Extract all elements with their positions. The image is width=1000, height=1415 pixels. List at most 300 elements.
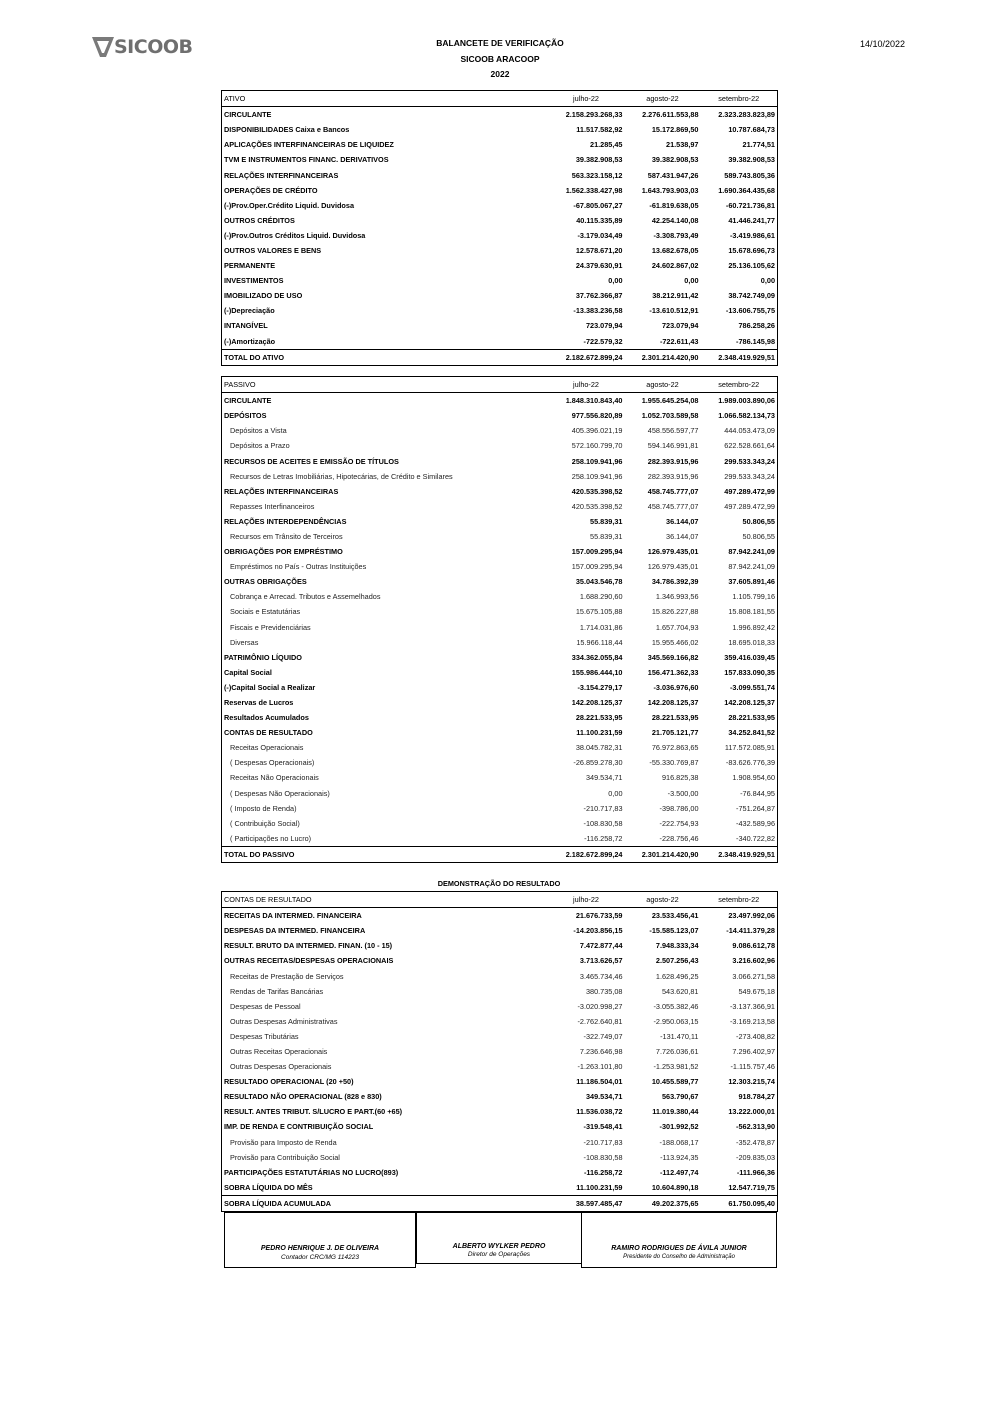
row-value: -131.470,11 <box>660 1031 699 1041</box>
table-row <box>222 243 778 258</box>
row-value: 11.186.504,01 <box>576 1077 623 1087</box>
row-value: 2.182.672.899,24 <box>548 846 625 862</box>
row-value: 87.942.241,09 <box>728 562 775 572</box>
row-value: 38.597.485,47 <box>548 1195 625 1211</box>
row-value: 37.762.366,87 <box>575 291 623 301</box>
table-row <box>222 635 778 650</box>
row-value: 38.742.749,09 <box>728 291 775 301</box>
row-value: 0,00 <box>760 276 775 286</box>
row-value: 258.109.941,96 <box>571 471 623 481</box>
table-row <box>222 665 778 680</box>
row-value: 126.979.435,01 <box>647 562 699 572</box>
row-value: 157.009.295,94 <box>571 562 623 572</box>
row-value: -3.137.366,91 <box>729 1001 775 1011</box>
table-row <box>222 1150 778 1165</box>
row-value: 2.323.283.823,89 <box>718 110 775 120</box>
row-value: 563.790,67 <box>661 1092 699 1102</box>
row-label: PERMANENTE <box>224 261 276 271</box>
row-value: 405.396.021,19 <box>571 426 623 436</box>
row-label: INTANGÍVEL <box>224 321 268 331</box>
table-row <box>222 484 778 499</box>
row-value: 25.136.105,62 <box>728 261 775 271</box>
row-value: 1.066.582.134,73 <box>718 411 775 421</box>
row-value: -210.717,83 <box>583 803 623 813</box>
row-value: 34.252.841,52 <box>728 728 775 738</box>
row-label: Reservas de Lucros <box>224 698 294 708</box>
total-row <box>222 846 778 862</box>
row-value: 21.538,97 <box>666 140 699 150</box>
row-value: 622.528.661,64 <box>724 441 775 451</box>
row-label: Receitas de Prestação de Serviços <box>230 971 344 981</box>
signature-name: RAMIRO RODRIGUES DE ÁVILA JUNIOR <box>611 1245 747 1252</box>
row-value: 723.079,94 <box>661 321 699 331</box>
table-row <box>222 1104 778 1119</box>
row-value: 13.222.000,01 <box>728 1107 775 1117</box>
row-label: Depósitos a Prazo <box>230 441 290 451</box>
row-value: 15.678.696,73 <box>728 245 775 255</box>
table-row <box>222 1059 778 1074</box>
table-row <box>222 604 778 619</box>
row-value: 21.705.121,77 <box>651 728 699 738</box>
row-value: -210.717,83 <box>583 1137 623 1147</box>
row-value: 723.079,94 <box>585 321 623 331</box>
row-value: 41.446.241,77 <box>728 215 775 225</box>
row-label: Empréstimos no País - Outras Instituições <box>230 562 367 572</box>
row-value: 299.533.343,24 <box>724 456 775 466</box>
row-value: 50.806,55 <box>742 531 775 541</box>
row-label: (-)Amortização <box>224 336 276 346</box>
row-value: 11.536.038,72 <box>576 1107 623 1117</box>
table-row <box>222 1014 778 1029</box>
row-value: 11.100.231,59 <box>576 728 623 738</box>
row-value: 142.208.125,37 <box>724 698 775 708</box>
header-month: julho-22 <box>548 91 625 107</box>
row-value: 458.745.777,07 <box>647 486 699 496</box>
row-value: 7.236.646,98 <box>579 1046 623 1056</box>
row-value: 18.695.018,33 <box>728 637 775 647</box>
table-row <box>222 574 778 589</box>
row-value: 345.569.166,82 <box>647 652 699 662</box>
row-value: -13.383.236,58 <box>573 306 623 316</box>
row-value: 572.160.799,70 <box>571 441 623 451</box>
row-value: 38.045.782,31 <box>575 743 623 753</box>
row-value: -55.330.769,87 <box>649 758 699 768</box>
table-row <box>222 1165 778 1180</box>
signature-role: Presidente do Conselho de Administração <box>623 1254 735 1260</box>
row-label: INVESTIMENTOS <box>224 276 284 286</box>
row-value: -3.179.034,49 <box>577 230 623 240</box>
table-row <box>222 453 778 468</box>
dre-table <box>221 891 778 1212</box>
row-value: 15.675.105,88 <box>575 607 623 617</box>
row-label: (-)Capital Social a Realizar <box>224 682 316 692</box>
ativo-table <box>221 90 778 366</box>
row-label: Sociais e Estatutárias <box>230 607 301 617</box>
row-value: -352.478,87 <box>736 1137 775 1147</box>
row-value: -13.610.512,91 <box>649 306 699 316</box>
report-title: BALANCETE DE VERIFICAÇÃO <box>436 38 564 48</box>
table-row <box>222 408 778 423</box>
report-date: 14/10/2022 <box>860 39 906 49</box>
table-header-row <box>222 91 778 107</box>
row-value: 594.146.991,81 <box>647 441 699 451</box>
row-value: 563.323.158,12 <box>571 170 623 180</box>
row-value: 497.289.472,99 <box>724 486 775 496</box>
row-label: ( Despesas Operacionais) <box>230 758 315 768</box>
row-value: -3.055.382,46 <box>653 1001 699 1011</box>
report-year: 2022 <box>490 69 510 79</box>
table-row <box>222 137 778 152</box>
row-label: ( Imposto de Renda) <box>230 803 297 813</box>
row-value: 3.713.626,57 <box>579 956 623 966</box>
row-label: RESULT. BRUTO DA INTERMED. FINAN. (10 - 15) <box>224 941 393 951</box>
row-value: 458.556.597,77 <box>647 426 699 436</box>
row-value: -3.308.793,49 <box>653 230 699 240</box>
table-row <box>222 559 778 574</box>
table-row <box>222 680 778 695</box>
row-value: 39.382.908,53 <box>575 155 623 165</box>
row-value: -76.844,95 <box>740 788 775 798</box>
table-row <box>222 273 778 288</box>
row-value: -188.068,17 <box>659 1137 699 1147</box>
row-value: -562.313,90 <box>736 1122 775 1132</box>
row-value: 420.535.398,52 <box>571 486 623 496</box>
row-value: 50.806,55 <box>742 516 775 526</box>
row-value: 28.221.533,95 <box>651 713 699 723</box>
row-label: IMOBILIZADO DE USO <box>224 291 303 301</box>
table-row <box>222 695 778 710</box>
row-value: 2.348.419.929,51 <box>701 846 778 862</box>
row-value: 258.109.941,96 <box>571 456 623 466</box>
table-header-row <box>222 892 778 908</box>
row-value: -3.500,00 <box>667 788 699 798</box>
row-value: -322.749,07 <box>583 1031 623 1041</box>
table-row <box>222 816 778 831</box>
row-label: RESULT. ANTES TRIBUT. S/LUCRO E PART.(60 +65) <box>224 1107 403 1117</box>
row-value: -3.154.279,17 <box>577 682 623 692</box>
row-value: 2.276.611.553,88 <box>642 110 699 120</box>
row-label: (-)Depreciação <box>224 306 275 316</box>
row-value: 2.301.214.420,90 <box>625 846 701 862</box>
row-value: 7.472.877,44 <box>579 941 623 951</box>
row-label: RECURSOS DE ACEITES E EMISSÃO DE TÍTULOS <box>224 456 399 466</box>
row-value: -301.992,52 <box>659 1122 699 1132</box>
row-value: 142.208.125,37 <box>571 698 623 708</box>
row-value: 2.182.672.899,24 <box>548 349 625 365</box>
row-value: 61.750.095,40 <box>701 1195 778 1211</box>
total-row <box>222 1195 778 1211</box>
header-label: CONTAS DE RESULTADO <box>222 892 548 908</box>
row-value: 1.052.703.589,58 <box>641 411 699 421</box>
row-value: 282.393.915,96 <box>647 456 699 466</box>
row-value: -2.762.640,81 <box>577 1016 623 1026</box>
row-value: 15.966.118,44 <box>576 637 623 647</box>
row-value: 39.382.908,53 <box>728 155 775 165</box>
header-month: setembro-22 <box>701 377 778 393</box>
row-value: 11.019.380,44 <box>652 1107 699 1117</box>
row-value: 334.362.055,84 <box>571 652 623 662</box>
row-value: 15.808.181,55 <box>728 607 775 617</box>
table-row <box>222 801 778 816</box>
dre-title: DEMONSTRAÇÃO DO RESULTADO <box>437 879 561 888</box>
row-value: 49.202.375,65 <box>625 1195 701 1211</box>
row-value: 11.100.231,59 <box>576 1182 623 1192</box>
row-value: 1.643.793.903,03 <box>641 185 699 195</box>
table-row <box>222 228 778 243</box>
row-value: 40.115.335,89 <box>576 215 623 225</box>
table-row <box>222 620 778 635</box>
passivo-table <box>221 376 778 863</box>
row-value: -83.626.776,39 <box>725 758 775 768</box>
row-value: 420.535.398,52 <box>571 501 623 511</box>
table-row <box>222 770 778 785</box>
row-label: TOTAL DO ATIVO <box>222 349 548 365</box>
row-value: -60.721.736,81 <box>725 200 775 210</box>
row-value: -3.099.551,74 <box>729 682 775 692</box>
row-value: 786.258,26 <box>738 321 775 331</box>
row-value: -432.589,96 <box>736 818 775 828</box>
row-label: (-)Prov.Oper.Crédito Liquid. Duvidosa <box>224 200 355 210</box>
row-value: 2.507.256,43 <box>655 956 699 966</box>
table-row <box>222 725 778 740</box>
row-value: 349.534,71 <box>585 773 623 783</box>
row-value: 21.676.733,59 <box>575 911 623 921</box>
row-value: -340.722,82 <box>736 833 775 843</box>
table-row <box>222 334 778 350</box>
table-row <box>222 288 778 303</box>
row-value: 0,00 <box>608 276 623 286</box>
table-row <box>222 1135 778 1150</box>
row-value: 15.172.869,50 <box>651 125 699 135</box>
row-value: 0,00 <box>684 276 699 286</box>
header-month: julho-22 <box>548 892 625 908</box>
row-label: CONTAS DE RESULTADO <box>224 728 313 738</box>
row-label: TVM E INSTRUMENTOS FINANC. DERIVATIVOS <box>224 155 389 165</box>
row-value: 55.839,31 <box>590 531 623 541</box>
row-value: 2.348.419.929,51 <box>701 349 778 365</box>
row-label: Provisão para Imposto de Renda <box>230 1137 337 1147</box>
table-row <box>222 1089 778 1104</box>
table-row <box>222 122 778 137</box>
table-row <box>222 529 778 544</box>
row-value: 157.833.090,35 <box>724 667 775 677</box>
row-value: -61.819.638,05 <box>649 200 699 210</box>
table-row <box>222 167 778 182</box>
row-value: 1.346.993,56 <box>655 592 699 602</box>
row-value: 589.743.805,36 <box>724 170 775 180</box>
row-label: (-)Prov.Outros Créditos Liquid. Duvidosa <box>224 230 366 240</box>
row-value: 7.296.402,97 <box>732 1046 775 1056</box>
table-row <box>222 1180 778 1196</box>
row-value: 10.787.684,73 <box>728 125 775 135</box>
row-label: OUTROS VALORES E BENS <box>224 245 322 255</box>
table-row <box>222 107 778 123</box>
signature-name: ALBERTO WYLKER PEDRO <box>452 1243 546 1250</box>
row-value: 87.942.241,09 <box>728 547 775 557</box>
header-label: ATIVO <box>222 91 548 107</box>
row-value: 15.955.466,02 <box>651 637 699 647</box>
row-label: Rendas de Tarifas Bancárias <box>230 986 324 996</box>
row-value: 21.774,51 <box>742 140 775 150</box>
row-value: 1.657.704,93 <box>655 622 699 632</box>
table-row <box>222 514 778 529</box>
table-row <box>222 1044 778 1059</box>
row-label: TOTAL DO PASSIVO <box>222 846 548 862</box>
row-value: 977.556.820,89 <box>571 411 623 421</box>
row-value: -3.169.213,58 <box>729 1016 775 1026</box>
signature-role: Diretor de Operações <box>467 1251 531 1258</box>
row-label: DISPONIBILIDADES Caixa e Bancos <box>224 125 350 135</box>
row-value: 12.578.671,20 <box>575 245 623 255</box>
row-value: 126.979.435,01 <box>647 547 699 557</box>
row-value: 7.726.036,61 <box>655 1046 699 1056</box>
row-value: 10.604.890,18 <box>651 1182 699 1192</box>
row-value: 2.158.293.268,33 <box>565 110 623 120</box>
row-value: 549.675,18 <box>738 986 775 996</box>
row-value: -3.020.998,27 <box>577 1001 623 1011</box>
row-value: 3.066.271,58 <box>732 971 775 981</box>
row-value: -1.263.101,80 <box>577 1062 623 1072</box>
table-row <box>222 258 778 273</box>
table-row <box>222 198 778 213</box>
row-value: -751.264,87 <box>736 803 775 813</box>
table-row <box>222 213 778 228</box>
row-value: 299.533.343,24 <box>724 471 775 481</box>
row-value: -319.548,41 <box>583 1122 623 1132</box>
row-value: 36.144,07 <box>666 531 699 541</box>
row-value: -14.411.379,28 <box>726 926 775 936</box>
table-row <box>222 544 778 559</box>
row-value: 55.839,31 <box>590 516 623 526</box>
row-value: 156.471.362,33 <box>647 667 699 677</box>
row-value: -722.611,43 <box>659 336 699 346</box>
row-label: RELAÇÕES INTERFINANCEIRAS <box>224 486 339 496</box>
row-label: Recursos em Trânsito de Terceiros <box>230 531 343 541</box>
row-label: CIRCULANTE <box>224 396 272 406</box>
row-value: 23.533.456,41 <box>651 911 699 921</box>
row-value: -116.258,72 <box>583 1167 623 1177</box>
signature-box-accountant <box>224 1212 416 1268</box>
row-label: RELAÇÕES INTERFINANCEIRAS <box>224 170 339 180</box>
row-value: 35.043.546,78 <box>575 577 623 587</box>
table-row <box>222 393 778 409</box>
row-value: 117.572.085,91 <box>724 743 775 753</box>
row-label: ( Despesas Não Operacionais) <box>230 788 330 798</box>
row-value: -3.419.986,61 <box>729 230 775 240</box>
row-label: RELAÇÕES INTERDEPENDÊNCIAS <box>224 516 347 526</box>
row-value: 1.688.290,60 <box>579 592 623 602</box>
table-row <box>222 423 778 438</box>
row-value: -26.859.278,30 <box>573 758 623 768</box>
header-label: PASSIVO <box>222 377 548 393</box>
row-label: SOBRA LÍQUIDA ACUMULADA <box>222 1195 548 1211</box>
header-month: agosto-22 <box>625 377 701 393</box>
row-label: PARTICIPAÇÕES ESTATUTÁRIAS NO LUCRO(893) <box>224 1167 399 1177</box>
row-value: 15.826.227,88 <box>651 607 699 617</box>
total-row <box>222 349 778 365</box>
row-value: -116.258,72 <box>584 833 623 843</box>
row-label: RESULTADO NÃO OPERACIONAL (828 e 830) <box>224 1092 382 1102</box>
row-value: 359.416.039,45 <box>724 652 775 662</box>
table-row <box>222 938 778 953</box>
row-label: Outras Receitas Operacionais <box>230 1046 328 1056</box>
row-value: 13.682.678,05 <box>651 245 699 255</box>
header-month: julho-22 <box>548 377 625 393</box>
row-value: -398.786,00 <box>659 803 699 813</box>
table-row <box>222 303 778 318</box>
row-value: -15.585.123,07 <box>649 926 699 936</box>
row-label: ( Participações no Lucro) <box>230 833 312 843</box>
row-label: OUTRAS RECEITAS/DESPESAS OPERACIONAIS <box>224 956 394 966</box>
row-value: 76.972.863,65 <box>651 743 699 753</box>
row-value: 10.455.589,77 <box>651 1077 699 1087</box>
row-label: DESPESAS DA INTERMED. FINANCEIRA <box>224 926 366 936</box>
row-label: Provisão para Contribuição Social <box>230 1152 340 1162</box>
table-row <box>222 908 778 924</box>
row-value: -108.830,58 <box>583 1152 623 1162</box>
table-row <box>222 589 778 604</box>
row-label: PATRIMÔNIO LÍQUIDO <box>224 652 302 662</box>
row-value: -13.606.755,75 <box>725 306 775 316</box>
row-value: -722.579,32 <box>583 336 623 346</box>
table-row <box>222 1029 778 1044</box>
table-row <box>222 152 778 167</box>
row-value: 916.825,38 <box>661 773 699 783</box>
signature-name: PEDRO HENRIQUE J. DE OLIVEIRA <box>260 1245 380 1252</box>
table-row <box>222 755 778 770</box>
row-value: 12.547.719,75 <box>728 1182 775 1192</box>
row-value: -1.115.757,46 <box>730 1062 775 1072</box>
row-label: CIRCULANTE <box>224 110 272 120</box>
signature-role: Contador CRC/MG 114223 <box>281 1254 359 1261</box>
table-row <box>222 318 778 333</box>
row-label: Depósitos a Vista <box>230 426 287 436</box>
row-value: 28.221.533,95 <box>575 713 623 723</box>
row-value: -108.830,58 <box>583 818 623 828</box>
row-value: 34.786.392,39 <box>651 577 699 587</box>
row-label: DEPÓSITOS <box>224 411 267 421</box>
row-value: 349.534,71 <box>585 1092 623 1102</box>
row-label: Resultados Acumulados <box>224 713 309 723</box>
row-value: 9.086.612,78 <box>732 941 775 951</box>
row-value: 543.620,81 <box>661 986 699 996</box>
header-month: setembro-22 <box>701 91 778 107</box>
row-value: 1.989.003.890,06 <box>718 396 775 406</box>
row-label: Cobrança e Arrecad. Tributos e Assemelhados <box>230 592 381 602</box>
row-value: 24.379.630,91 <box>575 261 623 271</box>
row-value: 380.735,08 <box>585 986 623 996</box>
row-value: 1.908.954,60 <box>732 773 775 783</box>
table-header-row <box>222 377 778 393</box>
row-value: 24.602.867,02 <box>651 261 699 271</box>
signature-box-president <box>581 1212 777 1268</box>
row-value: -228.756,46 <box>659 833 699 843</box>
table-row <box>222 1119 778 1134</box>
table-row <box>222 999 778 1014</box>
row-value: 587.431.947,26 <box>647 170 699 180</box>
row-value: -273.408,82 <box>736 1031 775 1041</box>
row-value: -113.924,35 <box>660 1152 699 1162</box>
row-label: Receitas Não Operacionais <box>230 773 319 783</box>
table-row <box>222 438 778 453</box>
row-value: 38.212.911,42 <box>652 291 699 301</box>
row-label: Fiscais e Previdenciárias <box>230 622 311 632</box>
row-value: -67.805.067,27 <box>573 200 623 210</box>
row-value: 497.289.472,99 <box>724 501 775 511</box>
table-row <box>222 740 778 755</box>
row-label: RESULTADO OPERACIONAL (20 +50) <box>224 1077 354 1087</box>
row-value: 21.285,45 <box>590 140 623 150</box>
